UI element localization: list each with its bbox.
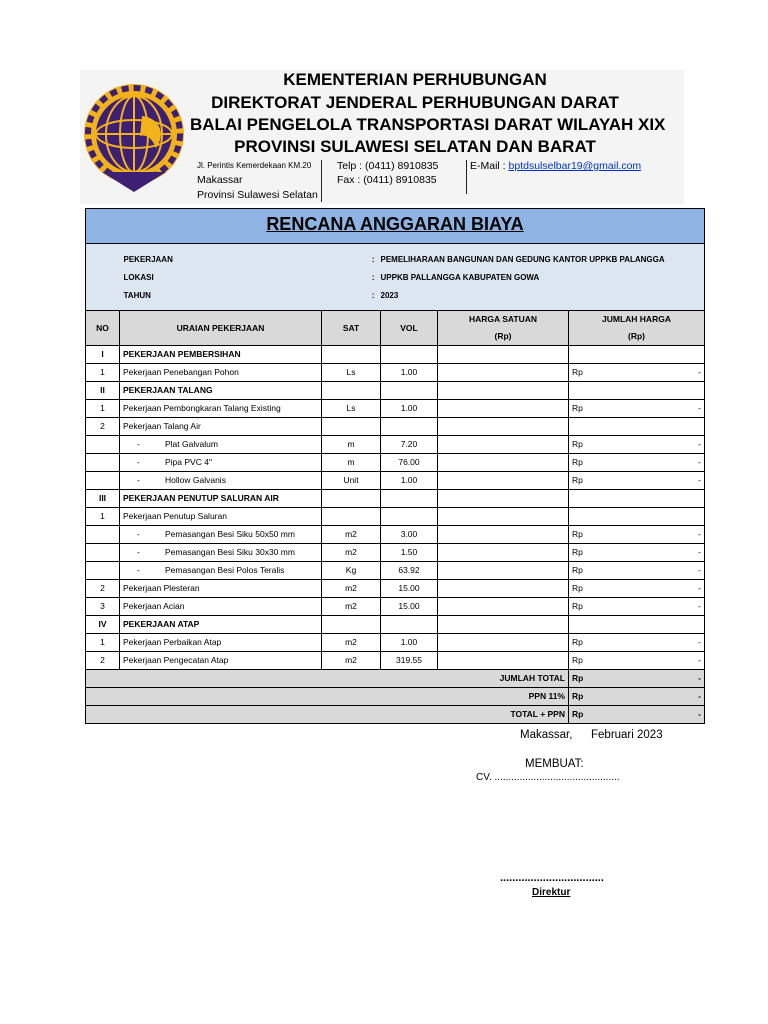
item-total [569,400,705,418]
item-unit-price [438,364,569,382]
table-cell [322,346,381,364]
table-cell [569,346,705,364]
item-description [120,472,322,490]
table-cell [438,490,569,508]
item-volume: 15.00 [381,598,438,616]
table-cell [381,346,438,364]
total-label: JUMLAH TOTAL [86,670,569,688]
currency-label: Rp [572,565,583,575]
item-total-value: - [698,583,701,593]
item-volume: 319.55 [381,652,438,670]
section-number: I [86,346,120,364]
item-total-value: - [698,547,701,557]
item-unit-price [438,598,569,616]
item-description [120,364,322,382]
info-empty [86,268,120,286]
info-row [86,286,705,304]
sign-date: Februari 2023 [591,729,663,741]
item-unit [322,508,381,526]
item-unit-price [438,526,569,544]
header-sat: SAT [322,311,381,346]
currency-label: Rp [572,655,583,665]
table-cell [322,616,381,634]
item-volume: 76.00 [381,454,438,472]
currency-label: Rp [572,637,583,647]
header-province: PROVINSI SULAWESI SELATAN DAN BARAT [234,137,596,156]
section-title: PEKERJAAN ATAP [120,616,322,634]
document-title: RENCANA ANGGARAN BIAYA [266,214,524,234]
section-number: IV [86,616,120,634]
item-total-value: - [698,475,701,485]
separator-left [321,160,322,202]
item-unit: Kg [322,562,381,580]
fax-number: Fax : (0411) 8910835 [337,174,437,186]
item-total [569,580,705,598]
item-unit: m2 [322,652,381,670]
address-province: Provinsi Sulawesi Selatan [197,189,318,201]
table-cell [438,346,569,364]
table-cell [569,616,705,634]
item-total-value: - [698,403,701,413]
item-description [120,526,322,544]
item-unit [322,418,381,436]
item-number [86,526,120,544]
item-description-text: Pekerjaan Acian [123,601,185,611]
table-cell [569,382,705,400]
table-header-row [86,311,705,329]
table-row [86,562,705,580]
table-cell [381,616,438,634]
table-cell [438,616,569,634]
item-description-text: Pekerjaan Pembongkaran Talang Existing [123,403,281,413]
total-value: - [698,673,701,683]
info-value: UPPKB PALLANGGA KABUPATEN GOWA [381,268,705,286]
section-row [86,346,705,364]
table-row [86,418,705,436]
table-row [86,634,705,652]
currency-label: Rp [572,475,583,485]
item-total [569,598,705,616]
item-description-text: Plat Galvalum [165,439,218,449]
info-value: PEMELIHARAAN BANGUNAN DAN GEDUNG KANTOR UPPKB PALANGGA [381,250,705,268]
header-directorate: DIREKTORAT JENDERAL PERHUBUNGAN DARAT [211,93,619,112]
item-volume: 7.20 [381,436,438,454]
item-unit-price [438,634,569,652]
currency-label: Rp [572,673,584,683]
item-total-value: - [698,565,701,575]
item-dash: - [137,565,140,575]
item-volume: 15.00 [381,580,438,598]
item-description [120,544,322,562]
header-jumlah-harga: JUMLAH HARGA [569,311,705,329]
title-row [86,209,705,244]
item-description-text: Pekerjaan Penutup Saluran [123,511,227,521]
header-uraian: URAIAN PEKERJAAN [120,311,322,346]
signature-dots: .................................. [500,872,604,884]
currency-label: Rp [572,709,584,719]
item-number: 1 [86,400,120,418]
address-street: Jl. Perintis Kemerdekaan KM.20 [197,161,312,170]
total-value-cell [569,688,705,706]
currency-label: Rp [572,367,583,377]
item-total [569,526,705,544]
total-value: - [698,691,701,701]
total-value-cell [569,706,705,724]
item-unit-price [438,472,569,490]
email-label: E-Mail : [470,160,509,172]
info-separator: : [322,250,381,268]
table-cell [438,382,569,400]
info-row [86,250,705,268]
item-total [569,418,705,436]
table-cell [322,490,381,508]
item-unit: m2 [322,526,381,544]
section-number: II [86,382,120,400]
item-total-value: - [698,529,701,539]
item-unit-price [438,436,569,454]
item-unit: Ls [322,364,381,382]
item-description [120,634,322,652]
item-total [569,634,705,652]
membuat-label: MEMBUAT: [525,758,584,770]
item-number [86,472,120,490]
table-row [86,436,705,454]
section-row [86,490,705,508]
header-balai: BALAI PENGELOLA TRANSPORTASI DARAT WILAYAH XIX [190,115,666,134]
item-description [120,418,322,436]
item-description [120,652,322,670]
item-unit: m2 [322,634,381,652]
currency-label: Rp [572,691,584,701]
item-dash: - [137,547,140,557]
header-vol: VOL [381,311,438,346]
table-row [86,508,705,526]
item-unit-price [438,508,569,526]
item-number: 1 [86,508,120,526]
item-volume: 1.50 [381,544,438,562]
item-description [120,454,322,472]
sign-city: Makassar, [520,729,573,741]
rab-table [85,208,705,724]
item-unit-price [438,562,569,580]
item-description-text: Pemasangan Besi Siku 30x30 mm [165,547,295,557]
total-row [86,670,705,688]
item-dash: - [137,529,140,539]
item-volume: 1.00 [381,400,438,418]
header-no: NO [86,311,120,346]
item-description [120,400,322,418]
item-total-value: - [698,601,701,611]
item-total [569,544,705,562]
table-row [86,652,705,670]
info-label: LOKASI [120,268,322,286]
item-description-text: Pipa PVC 4" [165,457,212,467]
item-number [86,436,120,454]
section-title: PEKERJAAN PENUTUP SALURAN AIR [120,490,322,508]
info-empty [86,286,120,304]
signature-role: Direktur [532,887,571,898]
address-city: Makassar [197,174,243,186]
item-unit-price [438,580,569,598]
info-value: 2023 [381,286,705,304]
header-ministry: KEMENTERIAN PERHUBUNGAN [283,70,547,89]
total-label: PPN 11% [86,688,569,706]
item-volume [381,418,438,436]
item-unit: m2 [322,580,381,598]
item-volume: 1.00 [381,364,438,382]
info-separator: : [322,268,381,286]
item-volume: 63.92 [381,562,438,580]
total-value-cell [569,670,705,688]
currency-label: Rp [572,457,583,467]
item-unit: m2 [322,544,381,562]
item-number: 1 [86,364,120,382]
item-unit: m [322,436,381,454]
table-cell [322,382,381,400]
item-volume: 3.00 [381,526,438,544]
info-label: PEKERJAAN [120,250,322,268]
item-unit-price [438,454,569,472]
phone-number: Telp : (0411) 8910835 [337,160,439,172]
item-unit: m [322,454,381,472]
item-number: 2 [86,418,120,436]
currency-label: Rp [572,403,583,413]
item-unit-price [438,418,569,436]
item-total-value: - [698,655,701,665]
item-number: 2 [86,652,120,670]
item-total-value: - [698,367,701,377]
item-description-text: Pekerjaan Plesteran [123,583,200,593]
currency-label: Rp [572,547,583,557]
info-label: TAHUN [120,286,322,304]
item-description [120,508,322,526]
item-description-text: Hollow Galvanis [165,475,226,485]
item-unit: Ls [322,400,381,418]
item-unit-price [438,652,569,670]
table-cell [569,490,705,508]
section-row [86,382,705,400]
table-row [86,580,705,598]
table-row [86,544,705,562]
item-volume [381,508,438,526]
separator-right [466,160,467,194]
item-total [569,472,705,490]
table-row [86,364,705,382]
item-total [569,454,705,472]
item-description [120,580,322,598]
item-unit-price [438,544,569,562]
table-cell [381,382,438,400]
info-row [86,268,705,286]
currency-label: Rp [572,601,583,611]
currency-label: Rp [572,439,583,449]
item-volume: 1.00 [381,472,438,490]
table-row [86,598,705,616]
table-row [86,526,705,544]
ministry-logo-emblem [82,76,186,194]
item-number: 2 [86,580,120,598]
item-description [120,598,322,616]
item-number [86,562,120,580]
info-separator: : [322,286,381,304]
section-title: PEKERJAAN TALANG [120,382,322,400]
item-number [86,454,120,472]
item-total-value: - [698,457,701,467]
item-dash: - [137,457,140,467]
item-description [120,436,322,454]
item-unit: Unit [322,472,381,490]
item-description [120,562,322,580]
total-label: TOTAL + PPN [86,706,569,724]
email-link[interactable]: bptdsulselbar19@gmail.com [508,160,642,172]
section-row [86,616,705,634]
item-description-text: Pekerjaan Penebangan Pohon [123,367,239,377]
currency-label: Rp [572,529,583,539]
item-total [569,652,705,670]
table-cell [381,490,438,508]
item-total-value: - [698,439,701,449]
header-harga-satuan: HARGA SATUAN [438,311,569,329]
total-row [86,688,705,706]
item-total [569,562,705,580]
total-value: - [698,709,701,719]
item-number: 3 [86,598,120,616]
item-unit-price [438,400,569,418]
item-number [86,544,120,562]
info-empty [86,250,120,268]
item-total-value: - [698,637,701,647]
currency-label: Rp [572,583,583,593]
item-number: 1 [86,634,120,652]
item-dash: - [137,439,140,449]
item-description-text: Pekerjaan Pengecatan Atap [123,655,229,665]
item-total [569,364,705,382]
table-row [86,400,705,418]
item-total [569,508,705,526]
item-dash: - [137,475,140,485]
item-description-text: Pekerjaan Perbaikan Atap [123,637,222,647]
header-jumlah-unit: (Rp) [569,328,705,346]
item-description-text: Pemasangan Besi Siku 50x50 mm [165,529,295,539]
item-description-text: Pemasangan Besi Polos Teralis [165,565,285,575]
total-row [86,706,705,724]
company-name: CV. ............................................. [476,772,620,783]
header-harga-unit: (Rp) [438,328,569,346]
table-row [86,472,705,490]
section-title: PEKERJAAN PEMBERSIHAN [120,346,322,364]
email-line [470,160,641,172]
item-unit: m2 [322,598,381,616]
item-volume: 1.00 [381,634,438,652]
table-row [86,454,705,472]
item-description-text: Pekerjaan Talang Air [123,421,201,431]
section-number: III [86,490,120,508]
item-total [569,436,705,454]
